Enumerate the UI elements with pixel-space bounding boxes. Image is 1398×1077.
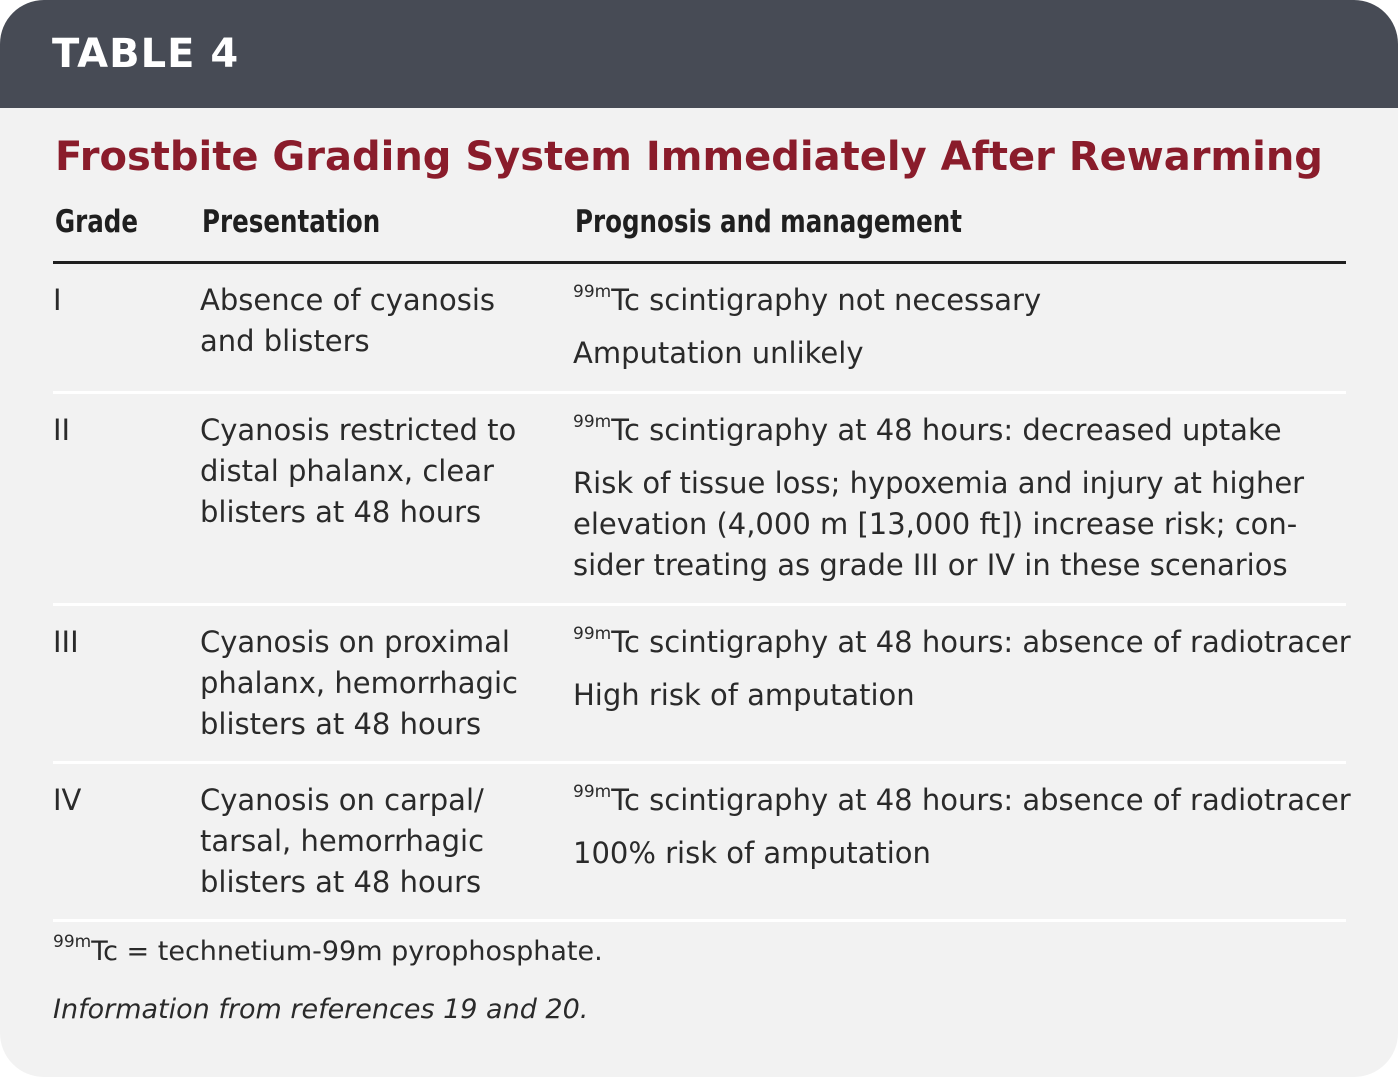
presentation-cell: Cyanosis on proximal phalanx, hemorrhagic blisters at 48 hours [200,625,518,741]
row-divider [53,391,1346,394]
column-header-presentation: Presentation [202,204,381,240]
isotope-superscript: 99m [573,624,612,644]
prognosis-cell [573,410,1353,598]
table-row [53,780,1351,922]
presentation-cell: Absence of cyanosis and blisters [200,283,496,358]
management-text: Risk of tissue loss; hypoxemia and injury at higher elevation (4,000 m [13,000 ft]) increase risk; con-sider treating as grade III or IV in these scenarios [573,466,1305,582]
scintigraphy-line [573,410,1353,451]
scintigraphy-line [573,280,1353,321]
row-divider [53,761,1346,764]
management-text: 100% risk of amputation [573,836,931,870]
table-number: TABLE 4 [52,31,240,77]
management-text: High risk of amputation [573,678,915,712]
isotope-superscript: 99m [573,782,612,802]
management-text: Amputation unlikely [573,336,864,370]
prognosis-cell [573,622,1353,728]
table-title: Frostbite Grading System Immediately After Rewarming [55,134,1323,180]
column-header-prognosis: Prognosis and management [575,204,963,240]
grade-cell: II [53,413,71,447]
table-row [53,280,1346,394]
isotope-superscript: 99m [573,282,612,302]
source-note: Information from references 19 and 20. [53,994,589,1025]
grade-cell: I [53,283,62,317]
scintigraphy-text: Tc scintigraphy at 48 hours: decreased uptake [611,413,1282,447]
column-headers [53,204,1346,248]
header-divider [53,261,1346,264]
prognosis-cell [573,780,1353,886]
isotope-superscript: 99m [53,932,92,952]
scintigraphy-text: Tc scintigraphy not necessary [611,283,1042,317]
scintigraphy-line [573,622,1353,663]
presentation-cell: Cyanosis on carpal/ tarsal, hemorrhagic blisters at 48 hours [200,783,485,899]
column-header-grade: Grade [55,204,139,240]
row-divider [53,919,1346,922]
footnote-text: Tc = technetium-99m pyrophosphate. [91,936,603,967]
row-divider [53,603,1346,606]
prognosis-cell [573,280,1353,386]
grade-cell: III [53,625,79,659]
abbreviation-footnote [53,932,603,967]
isotope-superscript: 99m [573,412,612,432]
grade-cell: IV [53,783,82,817]
scintigraphy-line [573,780,1353,821]
scintigraphy-text: Tc scintigraphy at 48 hours: absence of radiotracer [611,783,1351,817]
presentation-cell: Cyanosis restricted to distal phalanx, clear blisters at 48 hours [200,413,517,529]
table-row [53,622,1351,764]
scintigraphy-text: Tc scintigraphy at 48 hours: absence of radiotracer [611,625,1351,659]
table-row [53,410,1346,606]
table-header-bar [0,0,1398,108]
